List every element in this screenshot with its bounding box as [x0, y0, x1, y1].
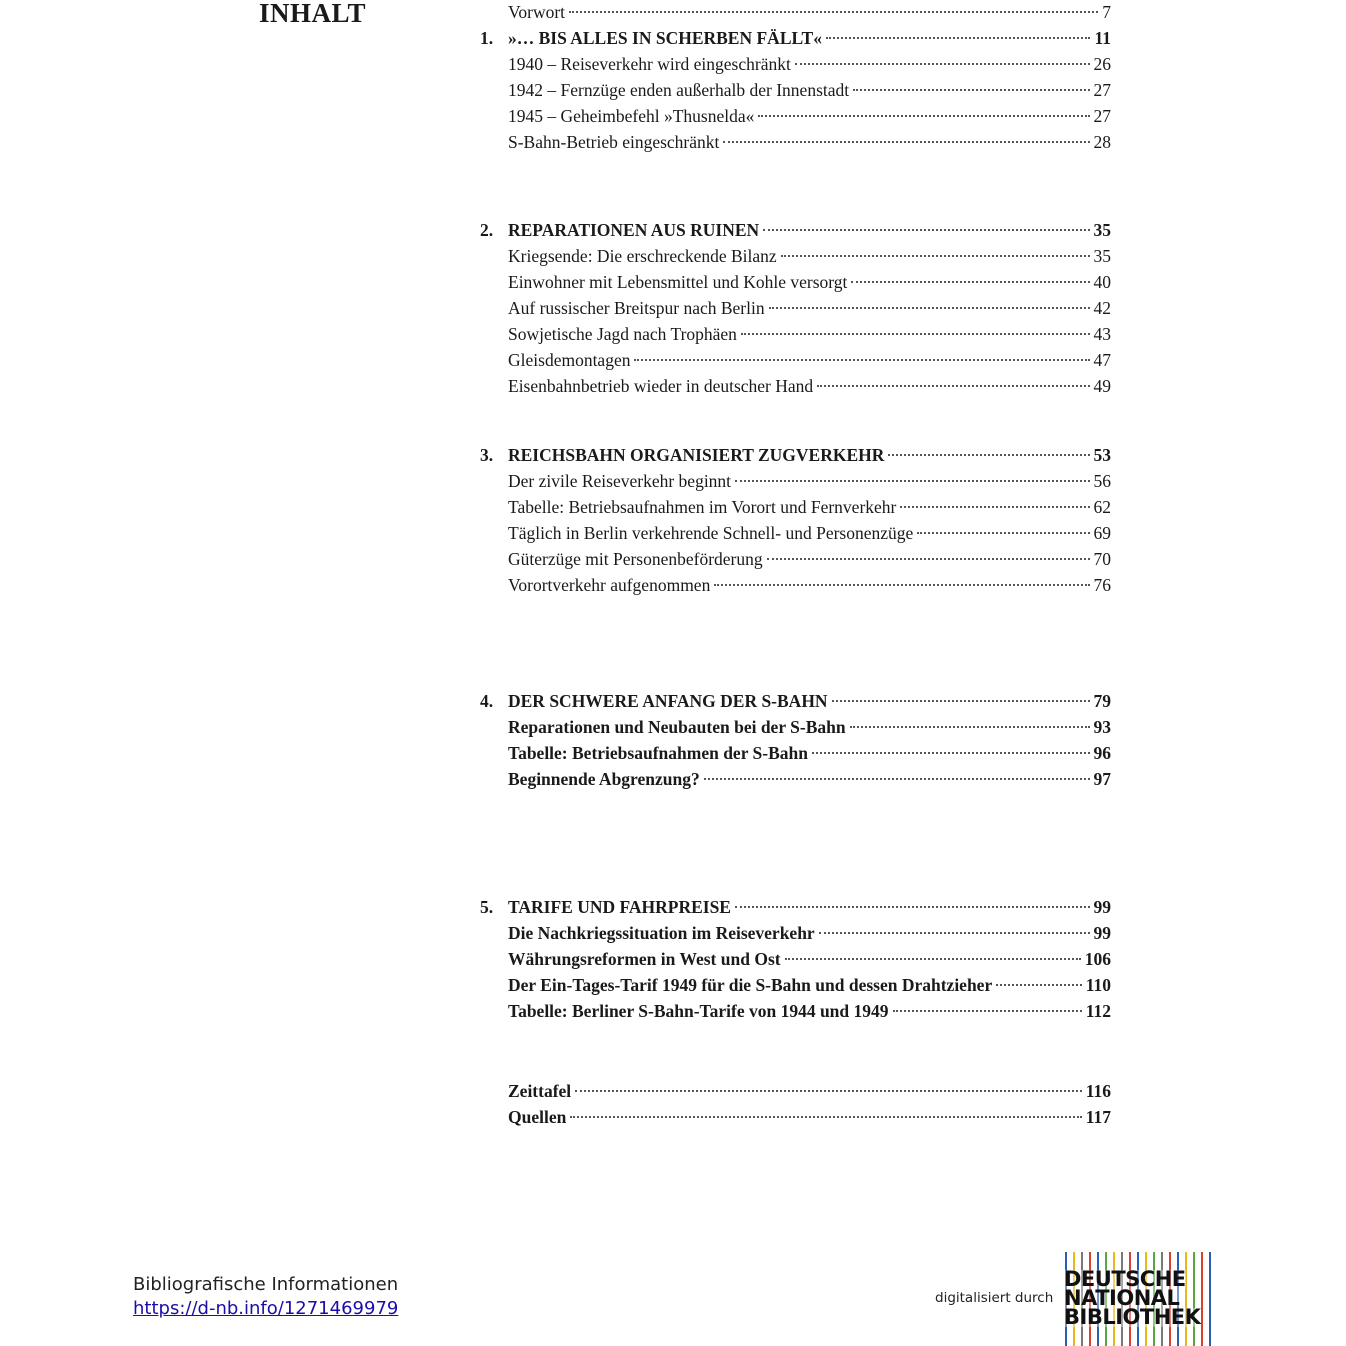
dot-leader [767, 558, 1090, 560]
dnb-logo[interactable] [1064, 1252, 1212, 1346]
dnb-logo-text [1064, 1267, 1201, 1329]
dot-leader [785, 958, 1081, 960]
dot-leader [795, 63, 1090, 65]
dot-leader [853, 89, 1089, 91]
toc-entry-title: Tabelle: Betriebsaufnahmen der S-Bahn [508, 743, 808, 763]
toc-entry-page: 11 [1094, 28, 1111, 48]
toc-entry-title: 1940 – Reiseverkehr wird eingeschränkt [508, 54, 791, 74]
toc-entry-title: Der zivile Reiseverkehr beginnt [508, 471, 732, 491]
toc-entry-page: 40 [1093, 272, 1111, 292]
toc-entry-page: 99 [1093, 897, 1111, 917]
toc-entry-page: 116 [1085, 1081, 1111, 1101]
toc-entry-title: Quellen [508, 1107, 567, 1127]
toc-entry [508, 296, 1111, 320]
dnb-logo-line: NATIONAL [1064, 1286, 1180, 1310]
toc-entry [508, 573, 1111, 597]
dot-leader [781, 255, 1090, 257]
toc-entry-title: Güterzüge mit Personenbeförderung [508, 549, 763, 569]
toc-chapter-number: 4. [480, 691, 494, 711]
toc-entry-title: Währungsreformen in West und Ost [508, 949, 781, 969]
toc-entry-page: 35 [1093, 220, 1111, 240]
toc-chapter [480, 443, 1111, 467]
dot-leader [634, 359, 1089, 361]
toc-chapter [480, 895, 1111, 919]
toc-entry-page: 93 [1093, 717, 1111, 737]
toc-entry-title: 1945 – Geheimbefehl »Thusnelda« [508, 106, 755, 126]
toc-entry-page: 27 [1093, 106, 1111, 126]
toc-entry-title: REPARATIONEN AUS RUINEN [508, 220, 760, 240]
toc-entry [508, 521, 1111, 545]
toc-chapter-number: 5. [480, 897, 494, 917]
dot-leader [575, 1090, 1082, 1092]
toc-entry [508, 715, 1111, 739]
dot-leader [769, 307, 1090, 309]
toc-entry-page: 117 [1085, 1107, 1111, 1127]
toc-entry-page: 70 [1093, 549, 1111, 569]
toc-entry-title: Eisenbahnbetrieb wieder in deutscher Hand [508, 376, 814, 396]
page-title: INHALT [259, 0, 367, 28]
toc-entry [508, 78, 1111, 102]
dot-leader [723, 141, 1089, 143]
toc-entry-page: 56 [1093, 471, 1111, 491]
dot-leader [570, 1116, 1081, 1118]
dot-leader [917, 532, 1089, 534]
toc-entry-page: 62 [1093, 497, 1111, 517]
toc-entry-title: Täglich in Berlin verkehrende Schnell- und Personenzüge [508, 523, 914, 543]
toc-entry-title: Der Ein-Tages-Tarif 1949 für die S-Bahn und dessen Drahtzieher [508, 975, 993, 995]
toc-entry [508, 973, 1111, 997]
toc-entry-page: 43 [1093, 324, 1111, 344]
toc-entry-page: 42 [1093, 298, 1111, 318]
toc-entry-page: 96 [1093, 743, 1111, 763]
dot-leader [758, 115, 1089, 117]
toc-entry-title: REICHSBAHN ORGANISIERT ZUGVERKEHR [508, 445, 885, 465]
toc-entry-page: 27 [1093, 80, 1111, 100]
dot-leader [819, 932, 1090, 934]
toc-chapter [480, 689, 1111, 713]
toc-entry-page: 53 [1093, 445, 1111, 465]
toc-chapter-number: 2. [480, 220, 494, 240]
toc-entry [508, 52, 1111, 76]
toc-entry-page: 110 [1085, 975, 1111, 995]
toc-entry-page: 97 [1093, 769, 1111, 789]
toc-entry-title: Gleisdemontagen [508, 350, 631, 370]
toc-entry-page: 69 [1093, 523, 1111, 543]
dnb-logo-line: DEUTSCHE [1064, 1267, 1186, 1291]
toc-chapter-number: 1. [480, 28, 494, 48]
toc-entry [508, 947, 1111, 971]
toc-entry [508, 547, 1111, 571]
toc-entry [508, 1105, 1111, 1129]
toc-entry-title: Zeittafel [508, 1081, 572, 1101]
dot-leader [735, 480, 1089, 482]
toc-entry-page: 28 [1093, 132, 1111, 152]
toc-entry-title: Die Nachkriegssituation im Reiseverkehr [508, 923, 815, 943]
dot-leader [569, 11, 1098, 13]
toc-entry-page: 26 [1093, 54, 1111, 74]
dot-leader [996, 984, 1081, 986]
dot-leader [850, 726, 1090, 728]
toc-entry [508, 741, 1111, 765]
toc-entry-title: Vorortverkehr aufgenommen [508, 575, 711, 595]
toc-entry-title: DER SCHWERE ANFANG DER S-BAHN [508, 691, 828, 711]
toc-entry [508, 767, 1111, 791]
dot-leader [888, 454, 1089, 456]
dot-leader [812, 752, 1090, 754]
toc-entry-page: 47 [1093, 350, 1111, 370]
toc-entry [508, 374, 1111, 398]
toc-entry-title: Sowjetische Jagd nach Trophäen [508, 324, 737, 344]
toc-entry [508, 104, 1111, 128]
toc-entry-page: 35 [1093, 246, 1111, 266]
bibliographic-info [133, 1273, 398, 1321]
toc-entry-page: 49 [1093, 376, 1111, 396]
toc-entry [508, 244, 1111, 268]
toc-entry [508, 495, 1111, 519]
toc-entry-title: »… BIS ALLES IN SCHERBEN FÄLLT« [508, 28, 822, 48]
toc-entry [508, 469, 1111, 493]
toc-entry-title: Einwohner mit Lebensmittel und Kohle versorgt [508, 272, 848, 292]
dot-leader [704, 778, 1090, 780]
toc-entry [508, 1079, 1111, 1103]
toc-chapter-number: 3. [480, 445, 494, 465]
toc-entry [508, 348, 1111, 372]
toc-entry-title: Vorwort [508, 2, 566, 22]
toc-entry [508, 999, 1111, 1023]
dot-leader [817, 385, 1089, 387]
toc-entry [508, 322, 1111, 346]
dot-leader [900, 506, 1089, 508]
dot-leader [735, 906, 1090, 908]
dot-leader [893, 1010, 1082, 1012]
toc-entry-title: Tabelle: Berliner S-Bahn-Tarife von 1944 und 1949 [508, 1001, 889, 1021]
toc-entry [508, 270, 1111, 294]
toc-entry-page: 7 [1102, 2, 1111, 22]
toc-chapter [480, 218, 1111, 242]
toc-entry-title: TARIFE UND FAHRPREISE [508, 897, 731, 917]
toc-entry-page: 99 [1093, 923, 1111, 943]
toc-entry-page: 79 [1093, 691, 1111, 711]
dot-leader [714, 584, 1089, 586]
toc-entry-title: Auf russischer Breitspur nach Berlin [508, 298, 765, 318]
toc-entry-page: 76 [1093, 575, 1111, 595]
toc-entry-page: 112 [1085, 1001, 1111, 1021]
dot-leader [826, 37, 1090, 39]
toc-entry-page: 106 [1084, 949, 1111, 969]
toc-entry-title: 1942 – Fernzüge enden außerhalb der Innenstadt [508, 80, 850, 100]
dot-leader [741, 333, 1090, 335]
dot-leader [763, 229, 1089, 231]
toc-entry-title: Reparationen und Neubauten bei der S-Bahn [508, 717, 846, 737]
toc-entry [508, 130, 1111, 154]
dot-leader [851, 281, 1089, 283]
toc-entry-title: Beginnende Abgrenzung? [508, 769, 700, 789]
toc-entry [508, 921, 1111, 945]
toc-entry-title: S-Bahn-Betrieb eingeschränkt [508, 132, 720, 152]
toc-entry [508, 0, 1111, 24]
toc-chapter [480, 26, 1111, 50]
dot-leader [832, 700, 1090, 702]
digitized-by-label: digitalisiert durch [935, 1290, 1054, 1306]
bibliographic-label: Bibliografische Informationen [133, 1274, 399, 1295]
toc-entry-title: Tabelle: Betriebsaufnahmen im Vorort und Fernverkehr [508, 497, 897, 517]
dnb-logo-line: BIBLIOTHEK [1064, 1305, 1201, 1329]
toc-entry-title: Kriegsende: Die erschreckende Bilanz [508, 246, 777, 266]
bibliographic-link[interactable]: https://d-nb.info/1271469979 [133, 1298, 399, 1319]
